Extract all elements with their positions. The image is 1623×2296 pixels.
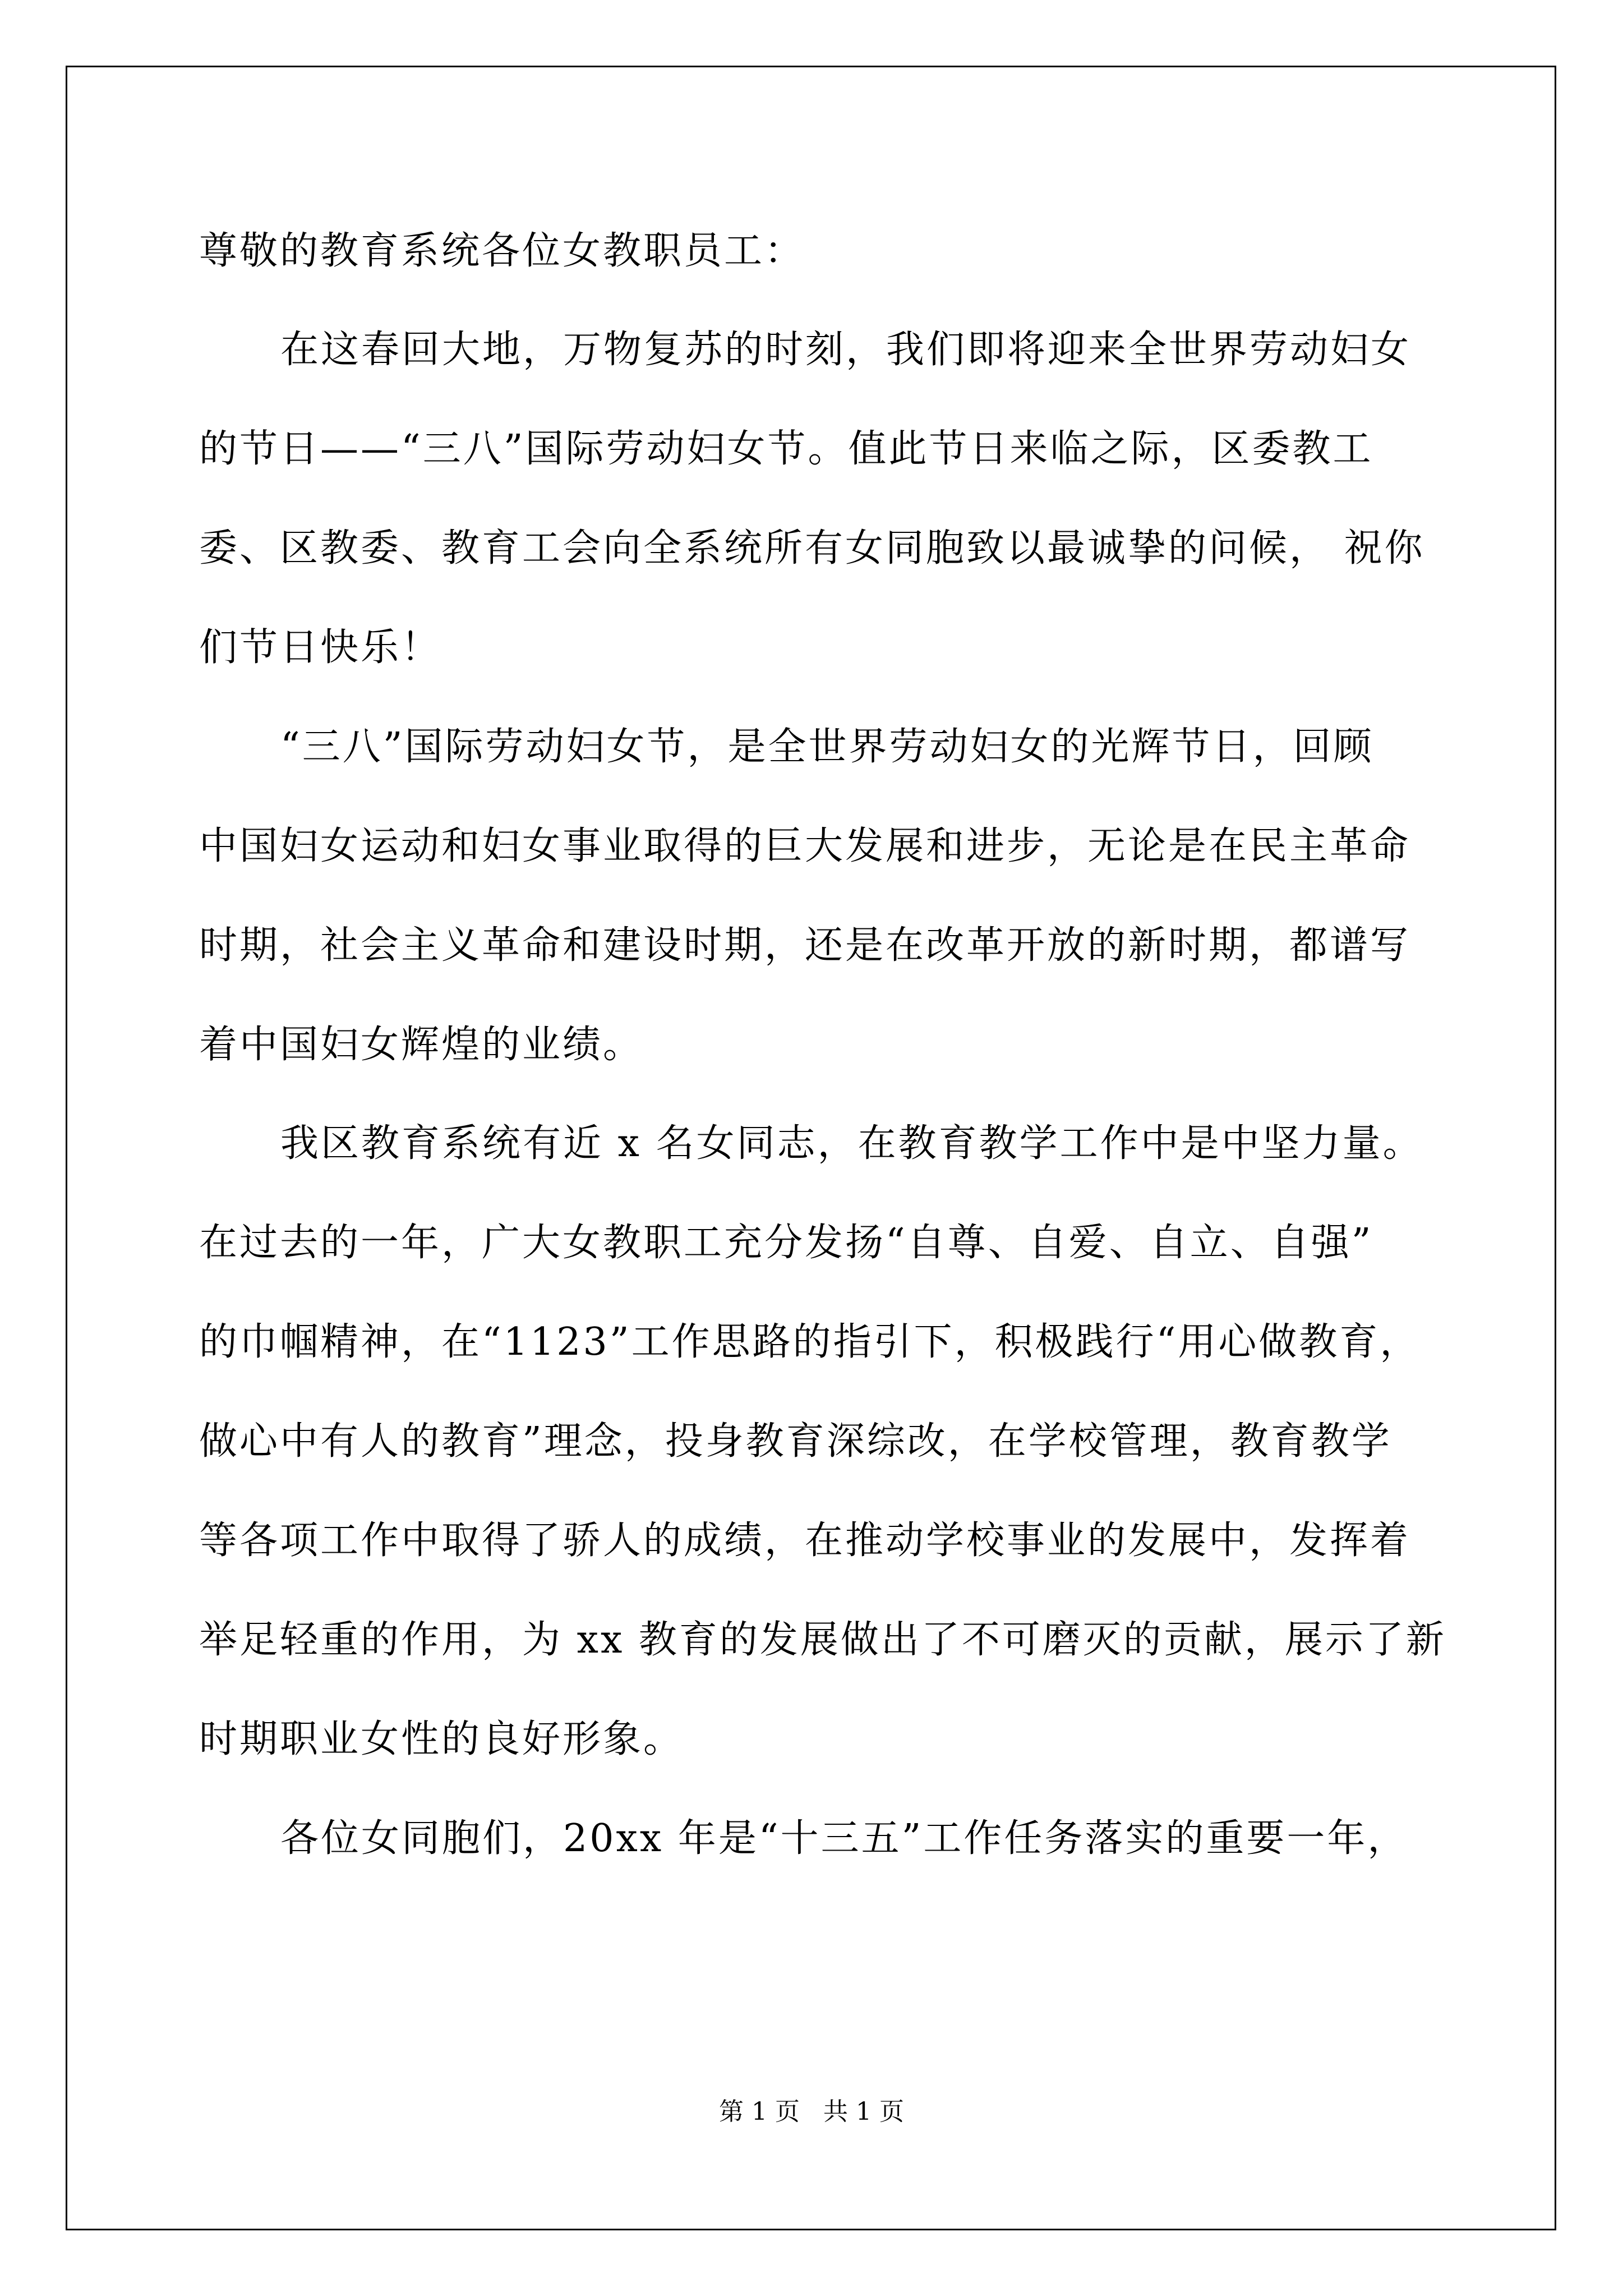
text-line: “三八”国际劳动妇女节，是全世界劳动妇女的光辉节日，回顾 [280,725,1374,769]
text-line: 的节日——“三八”国际劳动妇女节。值此节日来临之际，区委教工 [199,427,1373,471]
page-number-footer: 第 1 页 共 1 页 [719,2097,904,2126]
text-line: 各位女同胞们，20xx 年是“十三五”工作任务落实的重要一年， [280,1816,1408,1861]
salutation-line: 尊敬的教育系统各位女教职员工： [199,229,805,273]
text-line: 们节日快乐！ [199,625,442,670]
text-line: 在这春回大地，万物复苏的时刻，我们即将迎来全世界劳动妇女 [280,328,1412,372]
text-line: 委、区教委、教育工会向全系统所有女同胞致以最诚挚的问候， 祝你 [199,526,1425,570]
text-line: 着中国妇女辉煌的业绩。 [199,1023,644,1067]
text-line: 等各项工作中取得了骄人的成绩，在推动学校事业的发展中，发挥着 [199,1519,1411,1563]
text-line: 时期职业女性的良好形象。 [199,1717,684,1761]
text-line: 做心中有人的教育”理念，投身教育深综改，在学校管理，教育教学 [199,1419,1392,1464]
text-line: 时期，社会主义革命和建设时期，还是在改革开放的新时期，都谱写 [199,923,1411,968]
text-line: 在过去的一年，广大女教职工充分发扬“自尊、自爱、自立、自强” [199,1221,1373,1265]
text-line: 的巾帼精神，在“1123”工作思路的指引下，积极践行“用心做教育， [199,1320,1421,1364]
text-line: 举足轻重的作用，为 xx 教育的发展做出了不可磨灭的贡献，展示了新 [199,1618,1446,1662]
text-line: 中国妇女运动和妇女事业取得的巨大发展和进步，无论是在民主革命 [199,824,1411,868]
text-line: 我区教育系统有近 x 名女同志，在教育教学工作中是中坚力量。 [280,1121,1423,1166]
